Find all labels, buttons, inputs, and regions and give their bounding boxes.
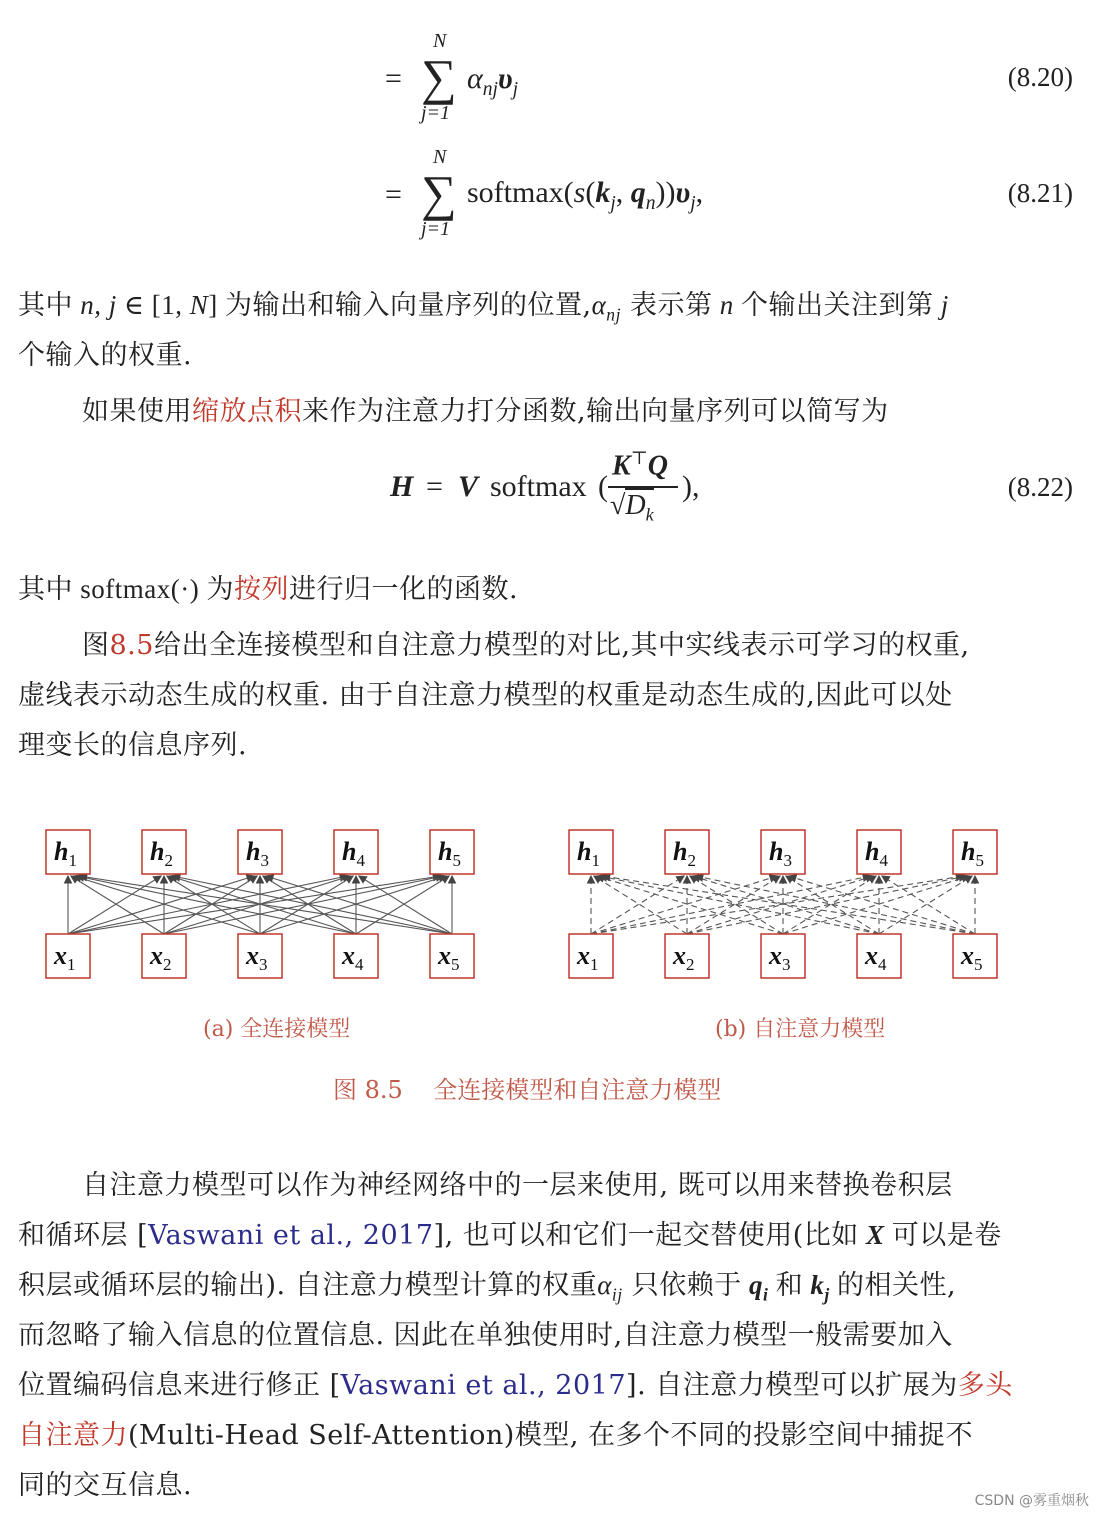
connection-edge [783, 876, 969, 934]
connection-edge [68, 876, 440, 934]
connection-edge [164, 876, 350, 934]
input-node-label: $x_1$ [54, 941, 76, 974]
paragraph-line: 图8.5给出全连接模型和自注意力模型的对比,其中实线表示可学习的权重, [82, 630, 970, 661]
subfigure-b-caption: (b) 自注意力模型 [715, 1017, 886, 1042]
citation-link[interactable]: Vaswani et al., 2017 [148, 1220, 434, 1251]
connection-edge [260, 876, 446, 934]
fully-connected-panel [46, 830, 474, 978]
figure-8-5-diagram [0, 820, 1103, 1000]
glossary-link[interactable]: 缩放点积 [192, 396, 302, 427]
connection-edge [687, 876, 780, 934]
input-node-label: $x_1$ [577, 941, 599, 974]
output-node-label: $h_4$ [865, 837, 888, 870]
paragraph-line: 自注意力(Multi-Head Self-Attention)模型, 在多个不同的投影空间中捕捉不 [18, 1420, 973, 1451]
equation-number: (8.22) [1007, 472, 1073, 502]
output-node-label: $h_3$ [769, 837, 792, 870]
connection-edge [591, 876, 963, 934]
softmax-func: softmax [490, 470, 587, 503]
equation-number: (8.20) [1007, 62, 1073, 92]
paragraph-line: 同的交互信息. [18, 1470, 193, 1501]
connection-edge [591, 876, 777, 934]
equation-8-22: H = V softmax ( K⊤Q $√D_k$ ), [390, 448, 700, 525]
input-node-label: $x_4$ [865, 941, 887, 974]
equation-8-20: = N ∑ j=1 $\alpha_{nj}\upsilon_j$ [385, 30, 519, 124]
connection-edge [359, 876, 452, 934]
connection-edge [789, 876, 975, 934]
glossary-link[interactable]: 自注意力 [18, 1420, 128, 1451]
connection-edge [603, 876, 975, 934]
connection-edge [68, 876, 254, 934]
sum-lower: j=1 [421, 102, 451, 124]
input-node-label: $x_3$ [246, 941, 268, 974]
glossary-link[interactable]: 按列 [233, 574, 289, 605]
connection-edge [74, 876, 260, 934]
softmax-func: softmax [467, 176, 564, 209]
paragraph-line: 而忽略了输入信息的位置信息. 因此在单独使用时,自注意力模型一般需要加入 [18, 1320, 953, 1351]
citation-link[interactable]: Vaswani et al., 2017 [340, 1370, 627, 1401]
paragraph-line: 如果使用缩放点积来作为注意力打分函数,输出向量序列可以简写为 [82, 396, 889, 427]
paragraph-line: 个输入的权重. [18, 340, 193, 371]
connection-edge [164, 876, 257, 934]
input-node-label: $x_2$ [150, 941, 172, 974]
input-node-label: $x_3$ [769, 941, 791, 974]
output-node-label: $h_5$ [438, 837, 461, 870]
connection-edge [68, 876, 161, 934]
paragraph-line: 积层或循环层的输出). 自注意力模型计算的权重$\alpha_{ij}$ 只依赖于 $q_i$ 和 $k_j$ 的相关性, [18, 1270, 957, 1305]
output-node-label: $h_1$ [54, 837, 77, 870]
paragraph-line: 自注意力模型可以作为神经网络中的一层来使用, 既可以用来替换卷积层 [82, 1170, 953, 1201]
output-node-label: $h_2$ [150, 837, 173, 870]
paragraph-line: 位置编码信息来进行修正 [Vaswani et al., 2017]. 自注意力模型可以扩展为多头 [18, 1370, 1013, 1401]
paragraph-line: 其中 softmax(·) 为按列进行归一化的函数. [18, 574, 519, 605]
paragraph-line: 理变长的信息序列. [18, 730, 248, 761]
figure-ref-link[interactable]: 8.5 [109, 630, 154, 661]
sum-upper: N [433, 146, 447, 168]
input-node-label: $x_5$ [438, 941, 460, 974]
connection-edge [882, 876, 975, 934]
connection-edge [597, 876, 783, 934]
output-node-label: $h_4$ [342, 837, 365, 870]
equation-number: (8.21) [1007, 178, 1073, 208]
output-node-label: $h_5$ [961, 837, 984, 870]
output-node-label: $h_3$ [246, 837, 269, 870]
paragraph-line: 和循环层 [Vaswani et al., 2017], 也可以和它们一起交替使用(比如 X 可以是卷 [18, 1220, 1002, 1251]
paragraph-line: 其中 n, j ∈ [1, N] 为输出和输入向量序列的位置$,\alpha_{nj}$ 表示第 n 个输出关注到第 j [18, 290, 949, 325]
figure-caption: 图 8.5 全连接模型和自注意力模型 [333, 1076, 722, 1104]
self-attention-panel [569, 830, 997, 978]
subfigure-a-caption: (a) 全连接模型 [203, 1017, 351, 1042]
input-node-label: $x_2$ [673, 941, 695, 974]
connection-edge [80, 876, 452, 934]
equation-8-21: = N ∑ j=1 $softmax(s(k_j$, $q_n))\upsilon_j$, [385, 146, 704, 240]
input-node-label: $x_5$ [961, 941, 983, 974]
connection-edge [591, 876, 684, 934]
connection-edge [263, 876, 356, 934]
sum-upper: N [433, 30, 447, 52]
input-node-label: $x_4$ [342, 941, 364, 974]
glossary-link[interactable]: 多头 [957, 1370, 1013, 1401]
sum-lower: j=1 [421, 218, 451, 240]
paragraph-line: 虚线表示动态生成的权重. 由于自注意力模型的权重是动态生成的,因此可以处 [18, 680, 953, 711]
output-node-label: $h_1$ [577, 837, 600, 870]
watermark: CSDN @雾重烟秋 [974, 1493, 1089, 1509]
connection-edge [786, 876, 879, 934]
connection-edge [266, 876, 452, 934]
output-node-label: $h_2$ [673, 837, 696, 870]
